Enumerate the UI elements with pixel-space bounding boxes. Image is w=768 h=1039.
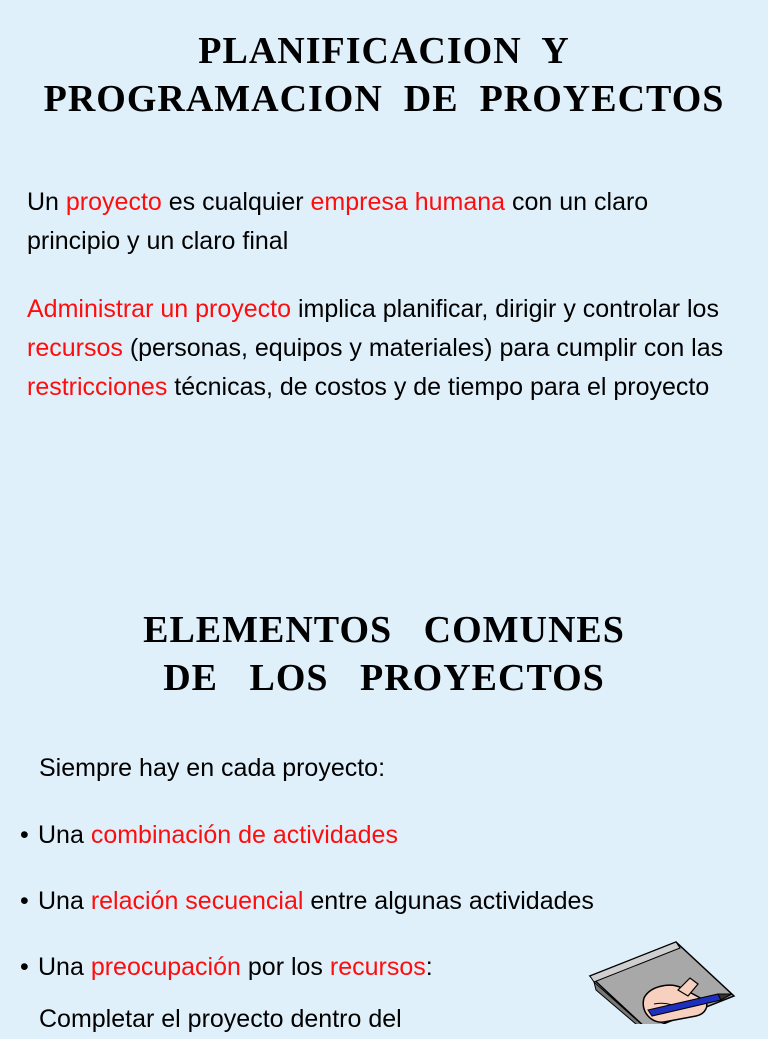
text-run: entre algunas actividades	[303, 887, 594, 915]
highlight-preocupacion: preocupación	[90, 953, 241, 981]
text-run: implica planificar, dirigir y controlar los	[291, 295, 719, 323]
bullet-item-combinacion	[20, 816, 398, 855]
highlight-administrar: Administrar un proyecto	[27, 295, 292, 323]
text-run: (personas, equipos y materiales) para cumplir con las	[122, 334, 724, 362]
text-run: Una	[38, 953, 91, 981]
text-run: es cualquier	[161, 188, 311, 216]
bullet-dot: •	[20, 821, 29, 849]
slide1-title-line2: PROGRAMACION DE PROYECTOS	[43, 78, 725, 120]
highlight-recursos: recursos	[27, 334, 123, 362]
bullet-item-preocupacion	[20, 948, 433, 987]
bullet-dot: •	[20, 953, 29, 981]
bullet-dot: •	[20, 887, 29, 915]
text-run: por los	[240, 953, 330, 981]
slide2-title-line1: ELEMENTOS COMUNES	[143, 609, 625, 651]
highlight-relacion: relación secuencial	[90, 887, 304, 915]
hand-writing-on-notepad-icon	[584, 938, 744, 1024]
highlight-restricciones: restricciones	[27, 373, 168, 401]
bullet-item-relacion	[20, 882, 594, 921]
text-run: técnicas, de costos y de tiempo para el proyecto	[167, 373, 710, 401]
project-management-paragraph	[27, 290, 747, 407]
text-run: con un claro principio y un claro final	[27, 188, 649, 255]
text-run: Un	[27, 188, 66, 216]
slide2-title	[0, 606, 768, 702]
bullet-continuation: Completar el proyecto dentro del	[39, 1005, 402, 1033]
slide1-title-line1: PLANIFICACION Y	[198, 30, 570, 72]
text-run: Una	[38, 887, 91, 915]
highlight-proyecto: proyecto	[65, 188, 162, 216]
project-definition-paragraph	[27, 183, 747, 261]
slide2-title-line2: DE LOS PROYECTOS	[163, 657, 605, 699]
highlight-recursos-2: recursos	[329, 953, 426, 981]
slide1-title	[0, 27, 768, 123]
elements-intro: Siempre hay en cada proyecto:	[39, 754, 386, 782]
highlight-empresa-humana: empresa humana	[310, 188, 506, 216]
highlight-combinacion: combinación de actividades	[90, 821, 398, 849]
text-run: :	[425, 953, 433, 981]
text-run: Una	[38, 821, 91, 849]
